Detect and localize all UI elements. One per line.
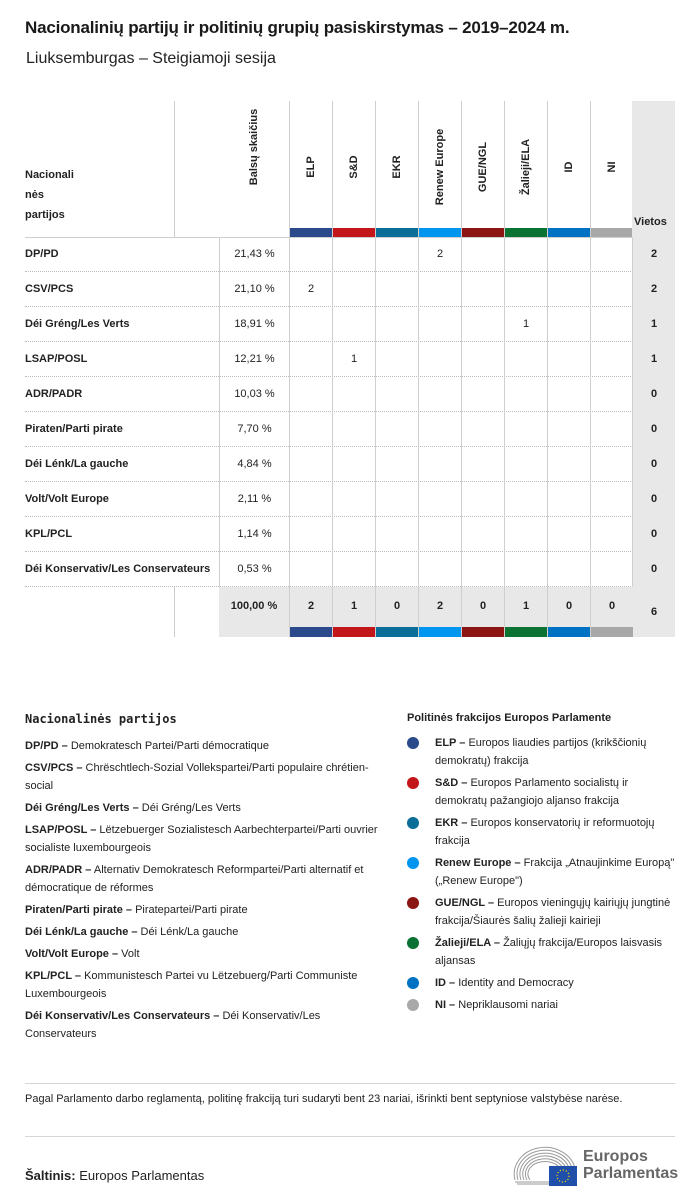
- seat-cell: [590, 307, 633, 342]
- group-color-dot-icon: [407, 857, 419, 869]
- group-total-seats: [332, 587, 375, 637]
- seat-cell: [289, 517, 332, 552]
- group-abbr: ELP –: [435, 737, 466, 749]
- footnote: Pagal Parlamento darbo reglamentą, politinę frakciją turi sudaryti bent 23 nariai, išrinkti bent septyniose valstybėse narėse.: [25, 1093, 623, 1105]
- vote-share: 2,11 %: [219, 482, 289, 517]
- page-subtitle: Liuksemburgas – Steigiamoji sesija: [26, 50, 276, 67]
- distribution-table: [25, 101, 675, 637]
- seat-cell: [547, 447, 590, 482]
- group-column-header: [332, 101, 375, 237]
- row-total-seats: 0: [632, 517, 675, 552]
- seat-cell: [547, 307, 590, 342]
- seat-cell: [461, 552, 504, 587]
- row-total-seats: 0: [632, 377, 675, 412]
- group-column-header: [418, 101, 461, 237]
- source-line: [25, 1168, 204, 1183]
- group-total-seats: [590, 587, 633, 637]
- party-full-name: Chrëschtlech-Sozial Vollekspartei/Parti populaire chrétien-social: [25, 762, 369, 792]
- group-total-value: 0: [608, 600, 616, 612]
- party-name: ADR/PADR: [25, 388, 83, 400]
- seat-cell: [504, 517, 547, 552]
- group-full-name: Frakcija „Atnaujinkime Europą" („Renew Europe"): [435, 857, 675, 887]
- vote-share: 10,03 %: [219, 377, 289, 412]
- total-votes: 100,00 %: [219, 587, 289, 637]
- party-full-name: Déi Lénk/La gauche: [140, 926, 239, 938]
- seat-cell: [418, 272, 461, 307]
- group-abbr: NI –: [435, 999, 456, 1011]
- party-legend-item: [25, 821, 385, 857]
- seat-cell: [375, 517, 418, 552]
- total-seats: 6: [632, 587, 675, 637]
- page-title: Nacionalinių partijų ir politinių grupių pasiskirstymas – 2019–2024 m.: [25, 18, 570, 37]
- seat-cell: [332, 237, 375, 272]
- group-legend-item: [407, 814, 682, 850]
- party-header-line: Nacionali: [25, 169, 74, 181]
- group-total-seats: [461, 587, 504, 637]
- table-row: [25, 307, 675, 342]
- party-full-name: Volt: [121, 948, 140, 960]
- group-color-bar: [419, 228, 461, 237]
- group-full-name: Europos liaudies partijos (krikščionių demokratų) frakcija: [435, 737, 647, 767]
- seat-cell: [590, 517, 633, 552]
- seat-cell: [332, 482, 375, 517]
- group-total-value: 1: [350, 600, 358, 612]
- seat-cell: [461, 377, 504, 412]
- party-legend-item: [25, 901, 385, 919]
- group-column-header: [289, 101, 332, 237]
- group-total-seats: [418, 587, 461, 637]
- seat-cell: [461, 342, 504, 377]
- group-color-bar: [419, 627, 461, 637]
- seat-cell: [375, 272, 418, 307]
- group-color-bar: [462, 228, 504, 237]
- group-legend-item: [407, 934, 682, 970]
- group-legend-item: [407, 734, 682, 770]
- group-full-name: Identity and Democracy: [458, 977, 574, 989]
- row-total-seats: 0: [632, 447, 675, 482]
- seat-cell: [547, 272, 590, 307]
- group-total-seats: [504, 587, 547, 637]
- seat-cell: [504, 447, 547, 482]
- logo-line: Europos: [583, 1148, 648, 1165]
- group-header-label: ID: [563, 161, 575, 173]
- table-row: [25, 552, 675, 587]
- seat-cell: [547, 552, 590, 587]
- seat-cell: [590, 447, 633, 482]
- party-full-name: Déi Konservativ/Les Conservateurs: [25, 1010, 321, 1040]
- logo-line: Parlamentas: [583, 1165, 679, 1182]
- seat-cell: [289, 377, 332, 412]
- group-abbr: Žalieji/ELA –: [435, 937, 501, 949]
- row-total-seats: 2: [632, 272, 675, 307]
- party-header-line: nės: [25, 189, 44, 201]
- column-divider: [174, 587, 175, 637]
- party-legend-item: [25, 923, 385, 941]
- seat-cell: [504, 342, 547, 377]
- group-column-header: [461, 101, 504, 237]
- group-legend-item: [407, 774, 682, 810]
- seat-cell: 1: [332, 342, 375, 377]
- seat-cell: [461, 517, 504, 552]
- votes-column-header: [219, 101, 289, 237]
- seat-cell: [289, 412, 332, 447]
- party-legend-item: [25, 945, 385, 963]
- party-name: LSAP/POSL: [25, 353, 88, 365]
- seat-cell: [461, 412, 504, 447]
- group-header-label: NI: [606, 161, 618, 173]
- party-full-name: Déi Gréng/Les Verts: [141, 802, 241, 814]
- group-full-name: Žaliųjų frakcija/Europos laisvasis aljansas: [435, 937, 663, 967]
- seat-cell: [375, 447, 418, 482]
- group-color-bar: [290, 228, 332, 237]
- party-abbr: KPL/PCL –: [25, 970, 82, 982]
- party-full-name: Alternativ Demokratesch Reformpartei/Parti alternatif et démocratique de réformes: [25, 864, 364, 894]
- seat-cell: 2: [418, 237, 461, 272]
- group-header-label: GUE/NGL: [477, 141, 489, 193]
- row-total-seats: 0: [632, 552, 675, 587]
- group-color-bar: [548, 228, 590, 237]
- seat-cell: [289, 307, 332, 342]
- party-full-name: Kommunistesch Partei vu Lëtzebuerg/Parti Communiste Luxembourgeois: [25, 970, 358, 1000]
- group-header-label: Žalieji/ELA: [520, 138, 532, 196]
- party-abbr: Déi Lénk/La gauche –: [25, 926, 138, 938]
- party-name: KPL/PCL: [25, 528, 73, 540]
- seat-cell: [375, 412, 418, 447]
- group-total-value: 1: [522, 600, 530, 612]
- group-total-value: 0: [479, 600, 487, 612]
- party-abbr: Déi Gréng/Les Verts –: [25, 802, 139, 814]
- seat-cell: [289, 342, 332, 377]
- seat-cell: [375, 307, 418, 342]
- party-abbr: ADR/PADR –: [25, 864, 92, 876]
- group-abbr: GUE/NGL –: [435, 897, 495, 909]
- group-legend-item: [407, 894, 682, 930]
- party-abbr: Piraten/Parti pirate –: [25, 904, 132, 916]
- national-parties-legend: [25, 712, 385, 1047]
- table-row: [25, 482, 675, 517]
- seat-cell: [547, 412, 590, 447]
- seat-cell: 2: [289, 272, 332, 307]
- seat-cell: [504, 482, 547, 517]
- seat-cell: [461, 272, 504, 307]
- group-color-bar: [591, 627, 633, 637]
- seat-cell: [590, 377, 633, 412]
- seat-cell: [289, 237, 332, 272]
- group-total-value: 0: [393, 600, 401, 612]
- column-divider: [174, 101, 175, 237]
- party-abbr: Déi Konservativ/Les Conservateurs –: [25, 1010, 220, 1022]
- group-full-name: Europos Parlamento socialistų ir demokratų pažangiojo aljanso frakcija: [435, 777, 629, 807]
- group-total-value: 2: [307, 600, 315, 612]
- seat-cell: [504, 412, 547, 447]
- party-name: Déi Gréng/Les Verts: [25, 318, 130, 330]
- seat-cell: [547, 482, 590, 517]
- vote-share: 18,91 %: [219, 307, 289, 342]
- seat-cell: [375, 342, 418, 377]
- seat-cell: [332, 307, 375, 342]
- divider: [25, 1136, 675, 1137]
- party-legend-item: [25, 799, 385, 817]
- vote-share: 1,14 %: [219, 517, 289, 552]
- group-header-label: Renew Europe: [434, 128, 446, 206]
- vote-share: 21,43 %: [219, 237, 289, 272]
- group-color-dot-icon: [407, 817, 419, 829]
- seat-cell: [289, 552, 332, 587]
- seat-cell: [418, 517, 461, 552]
- seat-cell: [590, 237, 633, 272]
- group-column-header: [590, 101, 633, 237]
- seat-cell: [461, 447, 504, 482]
- group-color-bar: [505, 228, 547, 237]
- group-color-dot-icon: [407, 777, 419, 789]
- seat-cell: [418, 412, 461, 447]
- seat-cell: [375, 237, 418, 272]
- table-row: [25, 412, 675, 447]
- party-legend-item: [25, 967, 385, 1003]
- party-name: Volt/Volt Europe: [25, 493, 109, 505]
- party-abbr: DP/PD –: [25, 740, 68, 752]
- seat-cell: [418, 342, 461, 377]
- group-header-label: S&D: [348, 155, 360, 179]
- party-name: CSV/PCS: [25, 283, 74, 295]
- group-total-value: 2: [436, 600, 444, 612]
- seat-cell: [418, 377, 461, 412]
- seat-cell: [332, 552, 375, 587]
- group-color-bar: [333, 228, 375, 237]
- seat-cell: [332, 377, 375, 412]
- group-abbr: S&D –: [435, 777, 468, 789]
- votes-header-label: Balsų skaičius: [248, 108, 260, 186]
- group-total-seats: [375, 587, 418, 637]
- table-body: [25, 237, 675, 587]
- seat-cell: [590, 482, 633, 517]
- group-abbr: EKR –: [435, 817, 468, 829]
- party-full-name: Lëtzebuerger Sozialistesch Aarbechterpartei/Parti ouvrier socialiste luxembourgeois: [25, 824, 378, 854]
- legend-title: Politinės frakcijos Europos Parlamente: [407, 712, 612, 724]
- seat-cell: [547, 377, 590, 412]
- seat-cell: [418, 307, 461, 342]
- group-color-dot-icon: [407, 897, 419, 909]
- group-legend-item: [407, 996, 682, 1014]
- group-color-bar: [333, 627, 375, 637]
- table-header: [25, 101, 675, 237]
- seat-cell: [418, 447, 461, 482]
- table-row: [25, 517, 675, 552]
- party-column-header: [25, 165, 85, 225]
- seats-total-header: Vietos: [632, 101, 675, 237]
- group-total-seats: [547, 587, 590, 637]
- seat-cell: [332, 517, 375, 552]
- party-legend-item: [25, 861, 385, 897]
- seat-cell: [504, 272, 547, 307]
- seat-cell: [332, 412, 375, 447]
- group-legend-item: [407, 854, 682, 890]
- european-parliament-logo: [513, 1146, 683, 1186]
- party-legend-item: [25, 737, 385, 755]
- group-color-bar: [591, 228, 633, 237]
- seat-cell: [547, 517, 590, 552]
- seat-cell: [418, 482, 461, 517]
- seat-cell: [590, 342, 633, 377]
- group-full-name: Europos konservatorių ir reformuotojų frakcija: [435, 817, 655, 847]
- party-legend-item: [25, 759, 385, 795]
- vote-share: 7,70 %: [219, 412, 289, 447]
- hemicycle-icon: [513, 1146, 579, 1186]
- vote-share: 21,10 %: [219, 272, 289, 307]
- seat-cell: [461, 482, 504, 517]
- party-name: DP/PD: [25, 248, 59, 260]
- vote-share: 12,21 %: [219, 342, 289, 377]
- group-color-bar: [462, 627, 504, 637]
- legend-title: Nacionalinės partijos: [25, 712, 177, 726]
- group-header-label: ELP: [305, 156, 317, 178]
- seat-cell: [590, 412, 633, 447]
- vote-share: 0,53 %: [219, 552, 289, 587]
- seat-cell: 1: [504, 307, 547, 342]
- group-total-value: 0: [565, 600, 573, 612]
- group-header-label: EKR: [391, 155, 403, 179]
- party-abbr: Volt/Volt Europe –: [25, 948, 119, 960]
- group-total-seats: [289, 587, 332, 637]
- seat-cell: [590, 272, 633, 307]
- group-full-name: Europos vieningųjų kairiųjų jungtinė frakcija/Šiaurės šalių žalieji kairieji: [435, 897, 671, 927]
- party-abbr: CSV/PCS –: [25, 762, 83, 774]
- row-total-seats: 1: [632, 342, 675, 377]
- seat-cell: [461, 307, 504, 342]
- seat-cell: [461, 237, 504, 272]
- group-color-bar: [376, 228, 418, 237]
- group-column-header: [375, 101, 418, 237]
- party-name: Déi Lénk/La gauche: [25, 458, 129, 470]
- party-name: Piraten/Parti pirate: [25, 423, 123, 435]
- group-color-bar: [548, 627, 590, 637]
- table-row: [25, 342, 675, 377]
- group-legend-item: [407, 974, 682, 992]
- summary-row: [25, 587, 675, 637]
- party-header-line: partijos: [25, 209, 65, 221]
- table-row: [25, 377, 675, 412]
- seat-cell: [504, 552, 547, 587]
- seat-cell: [332, 447, 375, 482]
- seat-cell: [289, 482, 332, 517]
- row-total-seats: 0: [632, 482, 675, 517]
- row-total-seats: 2: [632, 237, 675, 272]
- source-label: Šaltinis:: [25, 1168, 76, 1183]
- party-legend-item: [25, 1007, 385, 1043]
- seat-cell: [504, 237, 547, 272]
- row-total-seats: 0: [632, 412, 675, 447]
- seat-cell: [375, 552, 418, 587]
- group-color-dot-icon: [407, 937, 419, 949]
- seat-cell: [289, 447, 332, 482]
- group-color-dot-icon: [407, 977, 419, 989]
- source-value: Europos Parlamentas: [79, 1168, 205, 1183]
- group-color-bar: [505, 627, 547, 637]
- seat-cell: [418, 552, 461, 587]
- table-row: [25, 447, 675, 482]
- group-abbr: ID –: [435, 977, 456, 989]
- row-total-seats: 1: [632, 307, 675, 342]
- party-abbr: LSAP/POSL –: [25, 824, 97, 836]
- seat-cell: [375, 377, 418, 412]
- table-row: [25, 272, 675, 307]
- divider: [25, 1083, 675, 1084]
- group-column-header: [547, 101, 590, 237]
- party-name: Déi Konservativ/Les Conservateurs: [25, 563, 211, 575]
- group-full-name: Nepriklausomi nariai: [458, 999, 558, 1011]
- table-row: [25, 237, 675, 272]
- group-color-bar: [290, 627, 332, 637]
- seat-cell: [332, 272, 375, 307]
- seat-cell: [547, 237, 590, 272]
- vote-share: 4,84 %: [219, 447, 289, 482]
- group-color-dot-icon: [407, 999, 419, 1011]
- party-full-name: Demokratesch Partei/Parti démocratique: [70, 740, 269, 752]
- party-full-name: Piratepartei/Parti pirate: [135, 904, 248, 916]
- group-color-bar: [376, 627, 418, 637]
- seat-cell: [590, 552, 633, 587]
- group-color-dot-icon: [407, 737, 419, 749]
- group-column-header: [504, 101, 547, 237]
- seat-cell: [375, 482, 418, 517]
- seat-cell: [504, 377, 547, 412]
- logo-text: [583, 1148, 678, 1182]
- group-abbr: Renew Europe –: [435, 857, 521, 869]
- political-groups-legend: [407, 712, 682, 1018]
- seat-cell: [547, 342, 590, 377]
